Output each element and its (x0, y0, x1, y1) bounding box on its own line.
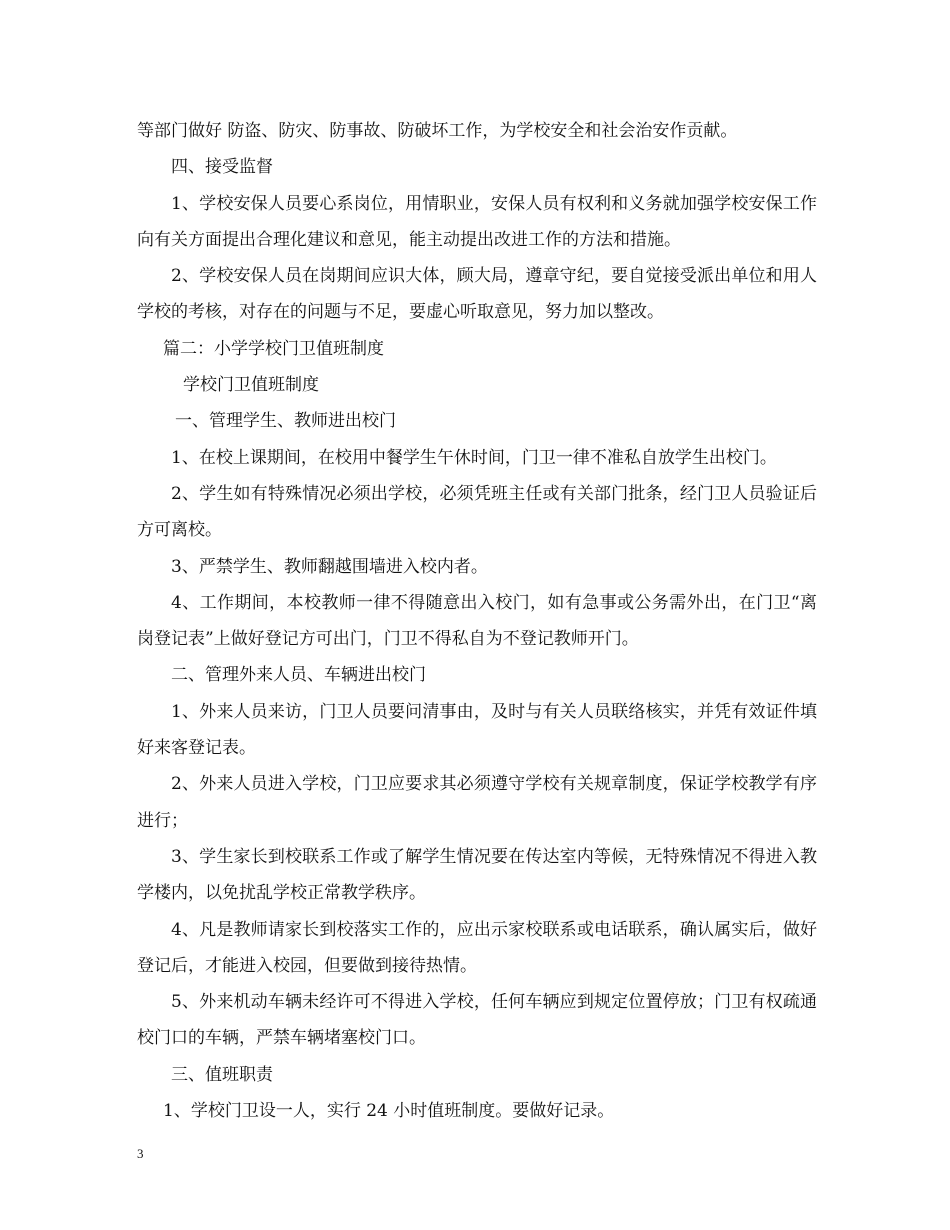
paragraph: 1、学校门卫设一人，实行 24 小时值班制度。要做好记录。 (163, 1101, 615, 1122)
section-heading: 三、值班职责 (171, 1064, 273, 1085)
document-body (137, 113, 817, 1129)
section-heading: 四、接受监督 (171, 157, 273, 178)
section-heading: 二、管理外来人员、车辆进出校门 (171, 665, 426, 686)
chapter-heading: 篇二：小学学校门卫值班制度 (163, 338, 384, 359)
paragraph: 5、外来机动车辆未经许可不得进入学校，任何车辆应到规定位置停放；门卫有权疏通校门口的车辆，严禁车辆堵塞校门口。 (137, 992, 817, 1049)
paragraph: 3、学生家长到校联系工作或了解学生情况要在传达室内等候，无特殊情况不得进入教学楼内，以免扰乱学校正常教学秩序。 (137, 846, 817, 904)
page-number: 3 (137, 1146, 144, 1161)
section-heading: 一、管理学生、教师进出校门 (175, 411, 396, 432)
paragraph: 2、学校安保人员在岗期间应识大体，顾大局，遵章守纪，要自觉接受派出单位和用人学校的考核，对存在的问题与不足，要虚心听取意见，努力加以整改。 (137, 266, 817, 323)
paragraph: 1、外来人员来访，门卫人员要问清事由，及时与有关人员联络核实，并凭有效证件填好来客登记表。 (137, 701, 817, 759)
paragraph: 2、外来人员进入学校，门卫应要求其必须遵守学校有关规章制度，保证学校教学有序进行； (137, 774, 817, 831)
document-title: 学校门卫值班制度 (183, 375, 319, 396)
paragraph: 1、在校上课期间，在校用中餐学生午休时间，门卫一律不准私自放学生出校门。 (171, 447, 777, 468)
paragraph: 4、凡是教师请家长到校落实工作的，应出示家校联系或电话联系，确认属实后，做好登记后，才能进入校园，但要做到接待热情。 (137, 919, 817, 976)
paragraph: 3、严禁学生、教师翻越围墙进入校内者。 (171, 556, 488, 577)
paragraph: 4、工作期间，本校教师一律不得随意出入校门，如有急事或公务需外出，在门卫“离岗登记表”上做好登记方可出门，门卫不得私自为不登记教师开门。 (137, 592, 817, 650)
paragraph: 1、学校安保人员要心系岗位，用情职业，安保人员有权利和义务就加强学校安保工作向有关方面提出合理化建议和意见，能主动提出改进工作的方法和措施。 (137, 193, 817, 250)
paragraph: 等部门做好 防盗、防灾、防事故、防破坏工作，为学校安全和社会治安作贡献。 (137, 121, 738, 141)
paragraph: 2、学生如有特殊情况必须出学校，必须凭班主任或有关部门批条，经门卫人员验证后方可离校。 (137, 483, 817, 541)
